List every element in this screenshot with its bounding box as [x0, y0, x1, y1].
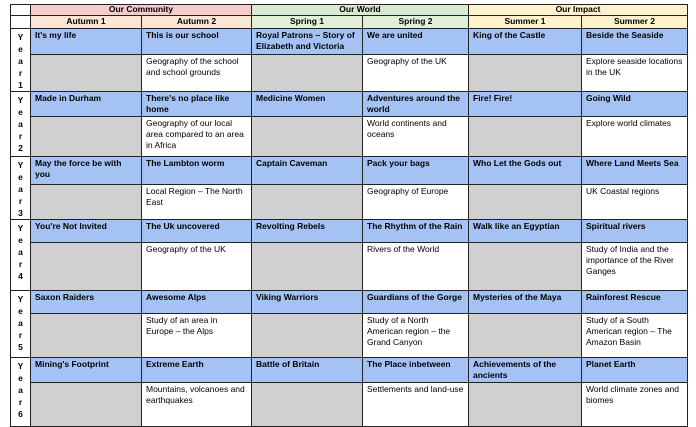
empty-cell: [252, 117, 363, 157]
term-header-summer-2: Summer 2: [582, 16, 688, 29]
year-label: [11, 358, 31, 427]
year-label-letter: e: [18, 107, 23, 117]
year-5-geography-row: [11, 314, 688, 358]
topic-title-spring-2: The Rhythm of the Rain: [363, 220, 469, 243]
year-label-letter: 5: [18, 342, 23, 352]
header-corner: [11, 5, 31, 16]
year-label-letter: Y: [17, 160, 24, 170]
topic-title-autumn-1: You're Not Invited: [31, 220, 142, 243]
geography-cell-autumn-2: Geography of the school and school grounds: [142, 54, 252, 91]
year-3-geography-row: [11, 184, 688, 219]
term-header-row: [11, 16, 688, 29]
year-label-letter: a: [18, 56, 23, 66]
topic-title-summer-1: Fire! Fire!: [469, 92, 582, 117]
topic-title-autumn-1: May the force be with you: [31, 157, 142, 185]
empty-cell: [252, 383, 363, 427]
group-header-our-world: Our World: [252, 5, 469, 16]
year-label-letter: e: [18, 172, 23, 182]
geography-cell-spring-2: Rivers of the World: [363, 243, 469, 291]
topic-title-summer-2: Rainforest Rescue: [582, 291, 688, 314]
topic-title-autumn-1: Mining's Footprint: [31, 358, 142, 383]
year-label-letter: Y: [17, 361, 24, 371]
year-label-letter: r: [18, 68, 23, 78]
term-header-autumn-1: Autumn 1: [31, 16, 142, 29]
year-label-letter: r: [18, 131, 23, 141]
topic-title-summer-2: Where Land Meets Sea: [582, 157, 688, 185]
topic-title-autumn-2: The Lambton worm: [142, 157, 252, 185]
year-label-letter: Y: [17, 32, 24, 42]
topic-title-autumn-2: Extreme Earth: [142, 358, 252, 383]
year-label-letter: a: [18, 385, 23, 395]
term-header-spring-2: Spring 2: [363, 16, 469, 29]
geography-cell-summer-2: World climate zones and biomes: [582, 383, 688, 427]
year-label-letter: e: [18, 44, 23, 54]
topic-title-summer-1: Mysteries of the Maya: [469, 291, 582, 314]
topic-title-summer-2: Going Wild: [582, 92, 688, 117]
year-5-title-row: [11, 291, 688, 314]
topic-title-autumn-1: Made in Durham: [31, 92, 142, 117]
year-label: [11, 157, 31, 220]
geography-cell-spring-2: Geography of Europe: [363, 184, 469, 219]
topic-title-spring-1: Captain Caveman: [252, 157, 363, 185]
year-label-letter: a: [18, 318, 23, 328]
year-2-geography-row: [11, 117, 688, 157]
topic-title-spring-1: Battle of Britain: [252, 358, 363, 383]
geography-cell-autumn-2: Study of an area in Europe – the Alps: [142, 314, 252, 358]
year-label: [11, 220, 31, 291]
year-label-letter: 4: [18, 271, 23, 281]
empty-cell: [469, 117, 582, 157]
topic-title-spring-2: Guardians of the Gorge: [363, 291, 469, 314]
group-header-row: [11, 5, 688, 16]
topic-title-spring-1: Revolting Rebels: [252, 220, 363, 243]
empty-cell: [31, 54, 142, 91]
topic-title-autumn-2: The Uk uncovered: [142, 220, 252, 243]
year-1-title-row: [11, 29, 688, 55]
empty-cell: [252, 184, 363, 219]
empty-cell: [252, 243, 363, 291]
topic-title-autumn-1: It's my life: [31, 29, 142, 55]
empty-cell: [31, 243, 142, 291]
year-label-letter: 1: [18, 80, 23, 90]
year-label-letter: 3: [18, 208, 23, 218]
year-label-letter: r: [18, 397, 23, 407]
topic-title-summer-1: Achievements of the ancients: [469, 358, 582, 383]
topic-title-autumn-1: Saxon Raiders: [31, 291, 142, 314]
topic-title-autumn-2: Awesome Alps: [142, 291, 252, 314]
empty-cell: [31, 383, 142, 427]
term-header-summer-1: Summer 1: [469, 16, 582, 29]
topic-title-summer-1: Who Let the Gods out: [469, 157, 582, 185]
year-4-title-row: [11, 220, 688, 243]
empty-cell: [469, 54, 582, 91]
empty-cell: [31, 314, 142, 358]
topic-title-summer-2: Spiritual rivers: [582, 220, 688, 243]
topic-title-spring-2: Pack your bags: [363, 157, 469, 185]
empty-cell: [31, 184, 142, 219]
topic-title-spring-2: The Place inbetween: [363, 358, 469, 383]
empty-cell: [469, 383, 582, 427]
term-header-corner: [11, 16, 31, 29]
year-label-letter: 2: [18, 143, 23, 153]
year-label: [11, 29, 31, 92]
year-1-geography-row: [11, 54, 688, 91]
year-label-letter: r: [18, 259, 23, 269]
geography-cell-autumn-2: Mountains, volcanoes and earthquakes: [142, 383, 252, 427]
geography-cell-spring-2: Geography of the UK: [363, 54, 469, 91]
year-6-title-row: [11, 358, 688, 383]
geography-cell-spring-2: Study of a North American region – the Grand Canyon: [363, 314, 469, 358]
geography-cell-spring-2: World continents and oceans: [363, 117, 469, 157]
year-label-letter: a: [18, 247, 23, 257]
topic-title-summer-2: Planet Earth: [582, 358, 688, 383]
topic-title-spring-1: Royal Patrons – Story of Elizabeth and Victoria: [252, 29, 363, 55]
geography-cell-summer-2: Explore seaside locations in the UK: [582, 54, 688, 91]
curriculum-map: [10, 4, 688, 427]
year-label-letter: Y: [17, 294, 24, 304]
geography-cell-summer-2: UK Coastal regions: [582, 184, 688, 219]
topic-title-spring-1: Medicine Women: [252, 92, 363, 117]
year-label-letter: e: [18, 373, 23, 383]
year-label-letter: Y: [17, 223, 24, 233]
empty-cell: [469, 314, 582, 358]
year-label-letter: a: [18, 119, 23, 129]
geography-cell-autumn-2: Geography of the UK: [142, 243, 252, 291]
year-label-letter: r: [18, 330, 23, 340]
topic-title-spring-2: We are united: [363, 29, 469, 55]
topic-title-summer-2: Beside the Seaside: [582, 29, 688, 55]
geography-cell-autumn-2: Local Region – The North East: [142, 184, 252, 219]
year-2-title-row: [11, 92, 688, 117]
term-header-autumn-2: Autumn 2: [142, 16, 252, 29]
year-3-title-row: [11, 157, 688, 185]
year-label-letter: r: [18, 196, 23, 206]
year-label-letter: a: [18, 184, 23, 194]
geography-cell-autumn-2: Geography of our local area compared to an area in Africa: [142, 117, 252, 157]
geography-cell-summer-2: Study of India and the importance of the River Ganges: [582, 243, 688, 291]
geography-cell-summer-2: Explore world climates: [582, 117, 688, 157]
term-header-spring-1: Spring 1: [252, 16, 363, 29]
year-4-geography-row: [11, 243, 688, 291]
topic-title-spring-1: Viking Warriors: [252, 291, 363, 314]
year-label-letter: 6: [18, 409, 23, 419]
empty-cell: [252, 314, 363, 358]
group-header-our-impact: Our Impact: [469, 5, 688, 16]
geography-cell-summer-2: Study of a South American region – The Amazon Basin: [582, 314, 688, 358]
year-6-geography-row: [11, 383, 688, 427]
topic-title-summer-1: Walk like an Egyptian: [469, 220, 582, 243]
year-label-letter: e: [18, 235, 23, 245]
empty-cell: [252, 54, 363, 91]
empty-cell: [469, 243, 582, 291]
topic-title-autumn-2: This is our school: [142, 29, 252, 55]
year-label: [11, 92, 31, 157]
empty-cell: [469, 184, 582, 219]
empty-cell: [31, 117, 142, 157]
year-label-letter: Y: [17, 95, 24, 105]
topic-title-summer-1: King of the Castle: [469, 29, 582, 55]
year-label-letter: e: [18, 306, 23, 316]
curriculum-table: [10, 4, 688, 427]
geography-cell-spring-2: Settlements and land-use: [363, 383, 469, 427]
year-label: [11, 291, 31, 358]
topic-title-spring-2: Adventures around the world: [363, 92, 469, 117]
group-header-our-community: Our Community: [31, 5, 252, 16]
topic-title-autumn-2: There's no place like home: [142, 92, 252, 117]
